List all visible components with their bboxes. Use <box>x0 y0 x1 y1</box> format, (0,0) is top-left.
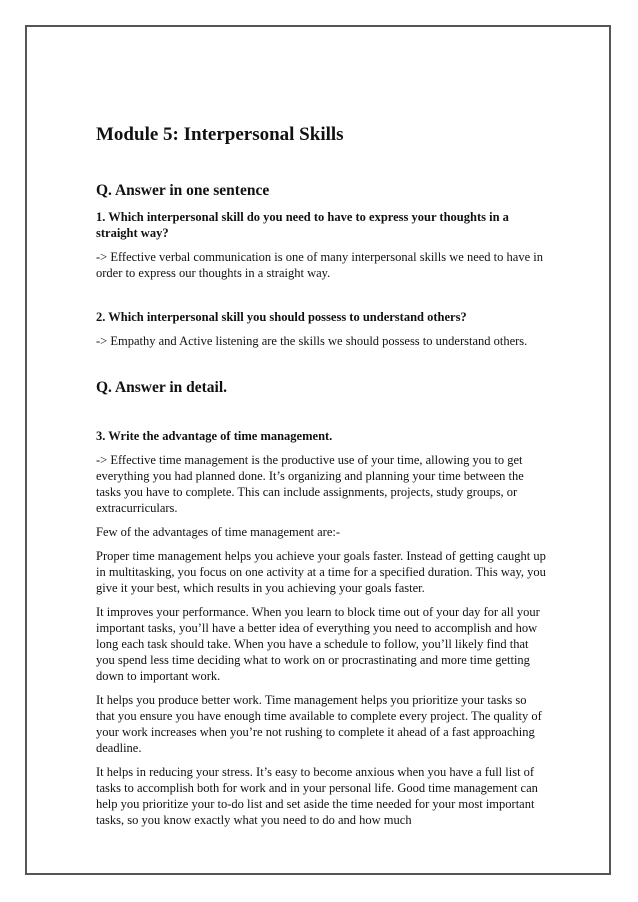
question-2: 2. Which interpersonal skill you should possess to understand others? <box>96 310 467 324</box>
document-body <box>96 122 546 836</box>
section-heading-detail: Q. Answer in detail. <box>96 379 228 396</box>
answer-3-paragraph: -> Effective time management is the productive use of your time, allowing you to get everything you had planned done. It’s organizing and planning your time between the tasks you have to complete. This can include assignments, projects, study groups, or extracurriculars. <box>96 453 524 515</box>
question-1: 1. Which interpersonal skill do you need to have to express your thoughts in a straight way? <box>96 210 509 240</box>
answer-3-paragraph: It helps you produce better work. Time management helps you prioritize your tasks so that you ensure you have enough time available to complete every project. The quality of your work increases when you’re not rushing to complete it ahead of a fast approaching deadline. <box>96 693 542 755</box>
answer-3-paragraph: It helps in reducing your stress. It’s easy to become anxious when you have a full list of tasks to accomplish both for work and in your personal life. Good time management can help you prioritize your to-do list and set aside the time needed for your most important tasks, so you know exactly what you need to do and how much <box>96 765 538 827</box>
answer-1: -> Effective verbal communication is one of many interpersonal skills we need to have in order to express our thoughts in a straight way. <box>96 250 543 280</box>
answer-3-paragraph: Proper time management helps you achieve your goals faster. Instead of getting caught up in multitasking, you focus on one activity at a time for a specified duration. This way, you give it your best, which results in you achieving your goals faster. <box>96 549 546 595</box>
answer-3-paragraph: It improves your performance. When you learn to block time out of your day for all your important tasks, you’ll have a better idea of everything you need to accomplish and how long each task should take. When you have a schedule to follow, you’ll likely find that you spend less time deciding what to work on or procrastinating and more time getting down to important work. <box>96 605 540 683</box>
answer-3-paragraph: Few of the advantages of time management are:- <box>96 525 341 539</box>
answer-2: -> Empathy and Active listening are the skills we should possess to understand others. <box>96 334 528 348</box>
page-title: Module 5: Interpersonal Skills <box>96 124 344 145</box>
question-3: 3. Write the advantage of time management. <box>96 429 333 443</box>
section-heading-one-sentence: Q. Answer in one sentence <box>96 182 270 199</box>
